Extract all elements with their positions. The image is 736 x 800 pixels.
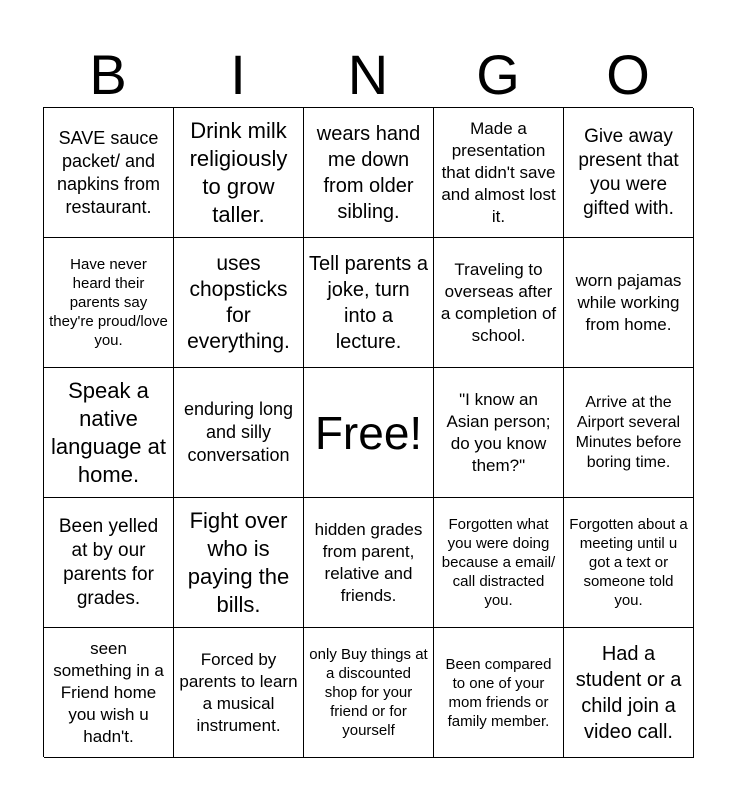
bingo-header [43,40,693,110]
bingo-cell-r2-c1[interactable] [174,368,304,498]
cell-text: Fight over who is paying the bills. [187,507,290,617]
bingo-cell-r1-c4[interactable] [564,238,694,368]
bingo-cell-r3-c2[interactable] [304,498,434,628]
bingo-cell-r2-c0[interactable] [44,368,174,498]
bingo-cell-r4-c4[interactable] [564,628,694,758]
cell-text: uses chopsticks for everything. [187,251,290,353]
cell-text: hidden grades from parent, relative and friends. [314,519,423,605]
bingo-cell-r0-c2[interactable] [304,108,434,238]
free-space-text: Free! [314,406,423,459]
cell-text: Arrive at the Airport several Minutes before boring time. [575,393,682,471]
cell-text: seen something in a Friend home you wish u hadn't. [53,638,164,746]
bingo-cell-r1-c3[interactable] [434,238,564,368]
cell-text: Traveling to overseas after a completion of school. [440,259,557,345]
header-letter-g: G [476,43,520,106]
cell-text: enduring long and silly conversation [183,399,294,465]
bingo-cell-r0-c3[interactable] [434,108,564,238]
bingo-cell-r3-c3[interactable] [434,498,564,628]
bingo-cell-r1-c2[interactable] [304,238,434,368]
bingo-cell-r4-c2[interactable] [304,628,434,758]
cell-text: Forced by parents to learn a musical instrument. [179,649,298,735]
cell-text: Forgotten what you were doing because a email/ call distracted you. [441,516,556,609]
bingo-cell-r2-c3[interactable] [434,368,564,498]
header-letter-o: O [606,43,650,106]
bingo-cell-r4-c3[interactable] [434,628,564,758]
cell-text: Been yelled at by our parents for grades. [58,515,159,609]
cell-text: "I know an Asian person; do you know them?" [446,389,551,475]
cell-text: Drink milk religiously to grow taller. [189,117,288,227]
cell-text: Give away present that you were gifted with. [578,125,679,219]
bingo-cell-r0-c4[interactable] [564,108,694,238]
bingo-board [43,107,693,757]
cell-text: Been compared to one of your mom friends or family member. [445,655,552,730]
header-letter-b: B [89,43,127,106]
bingo-cell-r0-c0[interactable] [44,108,174,238]
bingo-cell-r3-c4[interactable] [564,498,694,628]
cell-text: SAVE sauce packet/ and napkins from restaurant. [56,127,161,217]
bingo-cell-r4-c0[interactable] [44,628,174,758]
bingo-cell-r2-c4[interactable] [564,368,694,498]
bingo-cell-r4-c1[interactable] [174,628,304,758]
bingo-cell-r1-c0[interactable] [44,238,174,368]
cell-text: Have never heard their parents say they're proud/love you. [49,256,168,349]
cell-text: worn pajamas while working from home. [575,270,682,334]
header-letter-n: N [347,43,389,106]
bingo-cell-r1-c1[interactable] [174,238,304,368]
bingo-cell-r0-c1[interactable] [174,108,304,238]
cell-text: Speak a native language at home. [51,377,166,487]
bingo-cell-free[interactable] [304,368,434,498]
cell-text: Tell parents a joke, turn into a lecture. [309,252,428,353]
cell-text: wears hand me down from older sibling. [316,122,421,223]
header-letter-i: I [230,43,246,106]
bingo-cell-r3-c0[interactable] [44,498,174,628]
cell-text: Had a student or a child join a video call. [575,642,682,743]
cell-text: Made a presentation that didn't save and almost lost it. [441,118,556,226]
bingo-cell-r3-c1[interactable] [174,498,304,628]
cell-text: only Buy things at a discounted shop for your friend or for yourself [309,646,428,739]
cell-text: Forgotten about a meeting until u got a text or someone told you. [569,516,688,609]
